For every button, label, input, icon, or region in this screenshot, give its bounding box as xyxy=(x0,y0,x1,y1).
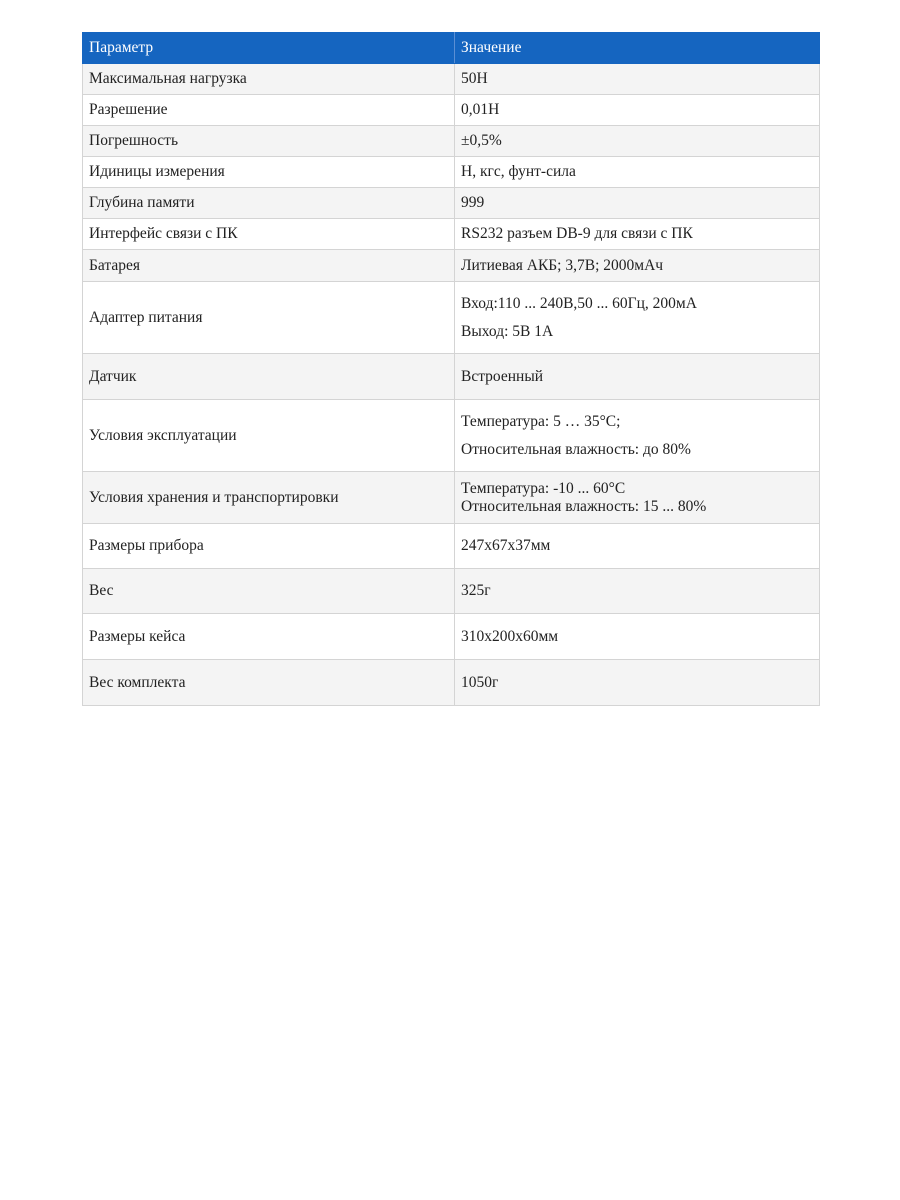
value-cell xyxy=(455,400,820,472)
param-cell: Вес комплекта xyxy=(83,660,455,706)
value-cell xyxy=(455,219,820,250)
value-line: 1050г xyxy=(461,673,499,691)
value-cell xyxy=(455,188,820,219)
value-line: Встроенный xyxy=(461,367,544,385)
param-cell: Погрешность xyxy=(83,126,455,157)
value-cell xyxy=(455,660,820,706)
table-row xyxy=(83,400,820,472)
param-cell: Адаптер питания xyxy=(83,282,455,354)
param-cell: Размеры кейса xyxy=(83,614,455,660)
param-cell: Размеры прибора xyxy=(83,524,455,569)
param-cell: Глубина памяти xyxy=(83,188,455,219)
value-line: Температура: 5 … 35°С; xyxy=(461,412,621,430)
table-row xyxy=(83,472,820,524)
param-cell: Условия хранения и транспортировки xyxy=(83,472,455,524)
value-line: 247x67x37мм xyxy=(461,537,551,554)
value-cell xyxy=(455,569,820,614)
spec-table xyxy=(82,32,820,706)
value-cell xyxy=(455,354,820,400)
value-line: Относительная влажность: до 80% xyxy=(461,440,691,458)
table-row xyxy=(83,219,820,250)
value-line: ±0,5% xyxy=(461,132,502,149)
table-row xyxy=(83,64,820,95)
value-line: Выход: 5В 1А xyxy=(461,322,554,340)
value-cell xyxy=(455,614,820,660)
value-cell xyxy=(455,524,820,569)
header-value: Значение xyxy=(455,33,820,64)
value-line: RS232 разъем DB-9 для связи с ПК xyxy=(461,225,693,242)
table-row xyxy=(83,354,820,400)
value-line: Температура: -10 ... 60°С xyxy=(461,479,626,497)
value-cell xyxy=(455,64,820,95)
value-cell xyxy=(455,250,820,282)
param-cell: Вес xyxy=(83,569,455,614)
value-line: 999 xyxy=(461,194,485,211)
table-row xyxy=(83,95,820,126)
value-cell xyxy=(455,472,820,524)
param-cell: Идиницы измерения xyxy=(83,157,455,188)
value-line: 50Н xyxy=(461,70,488,87)
table-row xyxy=(83,282,820,354)
value-cell xyxy=(455,157,820,188)
param-cell: Максимальная нагрузка xyxy=(83,64,455,95)
value-line: Н, кгс, фунт-сила xyxy=(461,163,576,180)
param-cell: Батарея xyxy=(83,250,455,282)
value-cell xyxy=(455,282,820,354)
param-cell: Разрешение xyxy=(83,95,455,126)
value-cell xyxy=(455,126,820,157)
table-row xyxy=(83,524,820,569)
value-line: 310x200x60мм xyxy=(461,627,559,645)
value-line: 325г xyxy=(461,582,491,599)
param-cell: Интерфейс связи с ПК xyxy=(83,219,455,250)
value-line: 0,01Н xyxy=(461,101,500,118)
table-row xyxy=(83,126,820,157)
header-row xyxy=(83,33,820,64)
table-body xyxy=(83,64,820,706)
table-row xyxy=(83,660,820,706)
table-row xyxy=(83,157,820,188)
table-row xyxy=(83,188,820,219)
value-line: Литиевая АКБ; 3,7В; 2000мАч xyxy=(461,256,664,274)
value-line: Вход:110 ... 240В,50 ... 60Гц, 200мА xyxy=(461,294,697,312)
table-row xyxy=(83,250,820,282)
param-cell: Условия эксплуатации xyxy=(83,400,455,472)
table-row xyxy=(83,614,820,660)
table-header xyxy=(83,33,820,64)
value-line: Относительная влажность: 15 ... 80% xyxy=(461,497,707,515)
param-cell: Датчик xyxy=(83,354,455,400)
value-cell xyxy=(455,95,820,126)
header-param: Параметр xyxy=(83,33,455,64)
table-row xyxy=(83,569,820,614)
